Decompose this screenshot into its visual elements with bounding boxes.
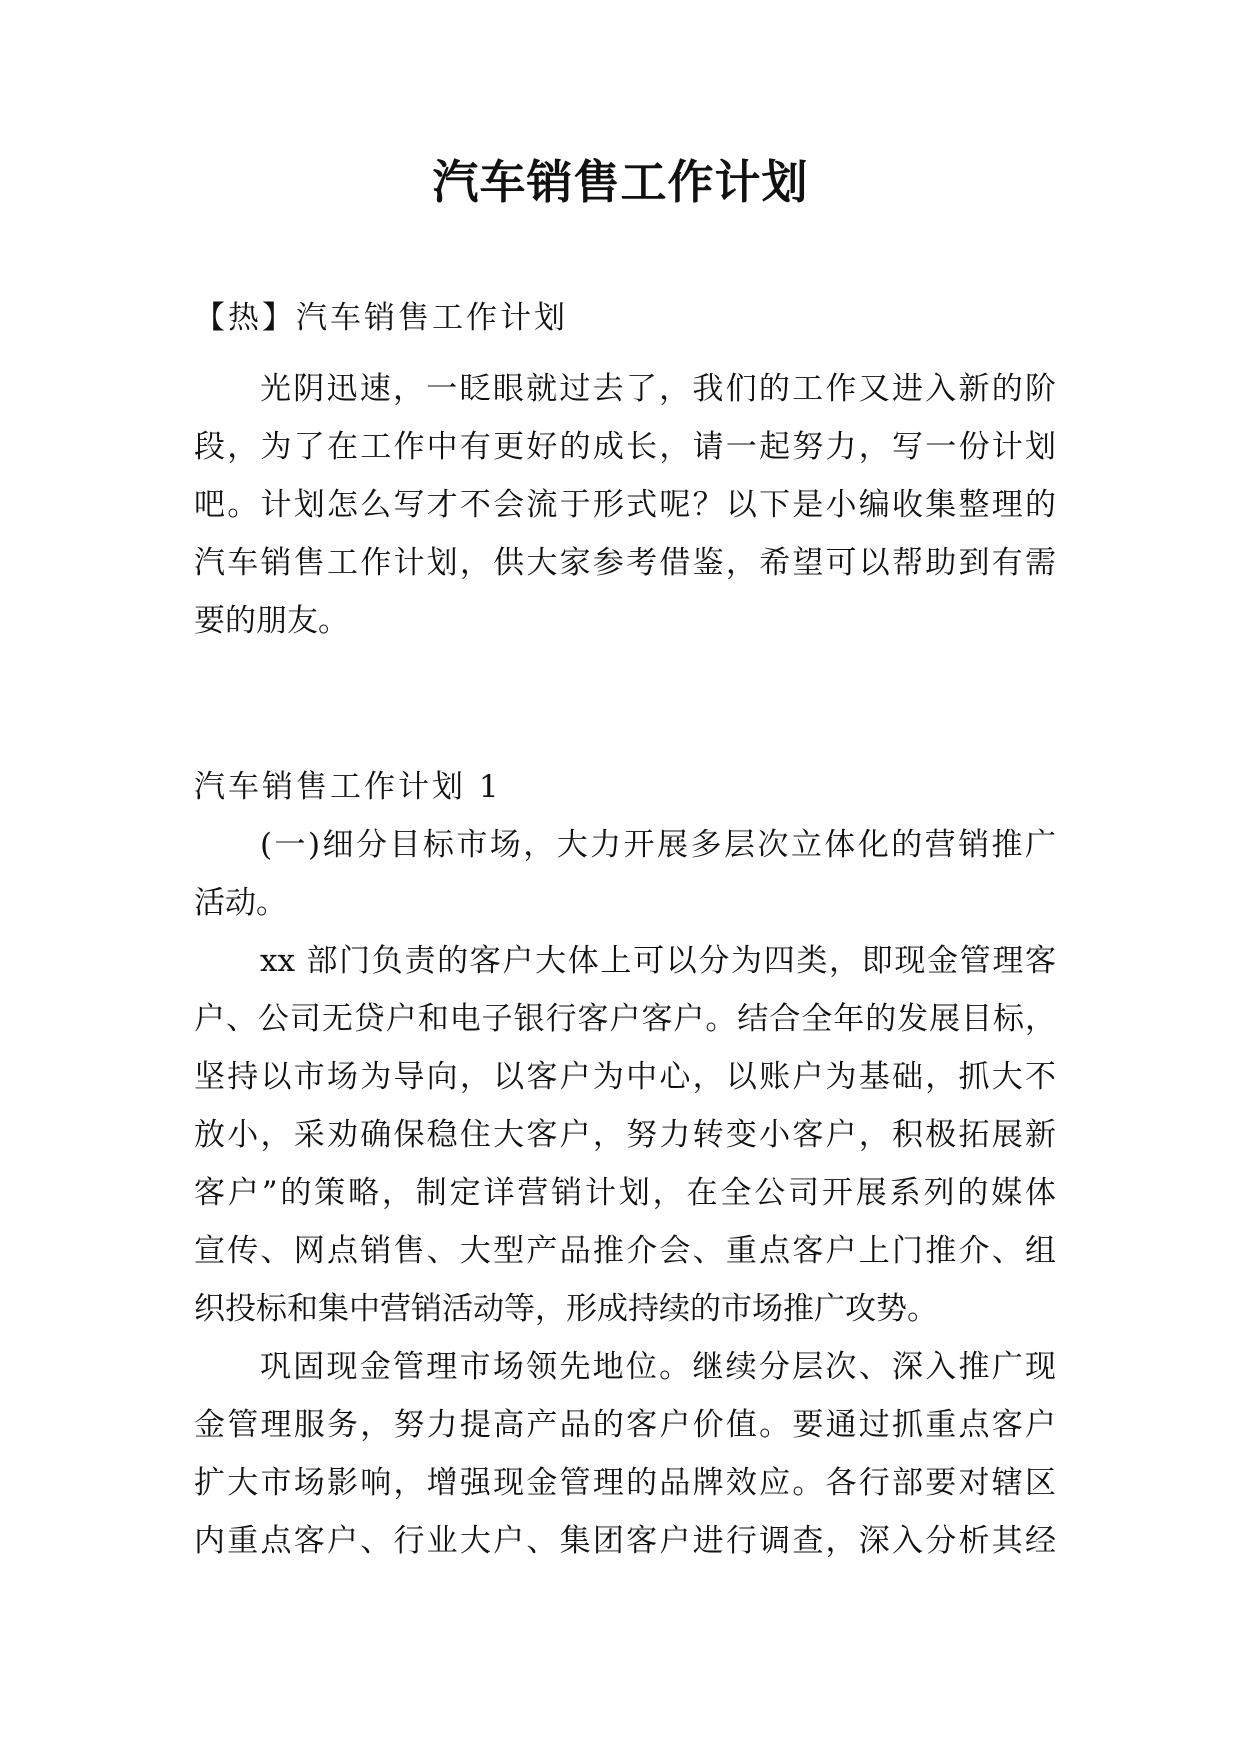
paragraph-line: xx 部门负责的客户大体上可以分为四类，即现金管理客	[260, 943, 1056, 979]
paragraph-line: (一)细分目标市场，大力开展多层次立体化的营销推广	[260, 827, 1056, 863]
section-heading: 汽车销售工作计划 1	[194, 769, 502, 805]
paragraph-line: 光阴迅速，一眨眼就过去了，我们的工作又进入新的阶	[260, 371, 1056, 407]
paragraph-line: 要的朋友。	[194, 603, 349, 639]
paragraph-line: 汽车销售工作计划，供大家参考借鉴，希望可以帮助到有需	[194, 545, 1056, 581]
point-one-paragraph	[194, 816, 1056, 932]
paragraph-line: 吧。计划怎么写才不会流于形式呢？以下是小编收集整理的	[194, 487, 1056, 523]
paragraph-line: 扩大市场影响，增强现金管理的品牌效应。各行部要对辖区	[194, 1465, 1056, 1501]
paragraph-line: 织投标和集中营销活动等，形成持续的市场推广攻势。	[194, 1291, 938, 1327]
paragraph-line: 户、公司无贷户和电子银行客户客户。结合全年的发展目标，	[194, 1001, 1056, 1037]
cash-management-paragraph	[194, 1338, 1056, 1570]
document-title: 汽车销售工作计划	[432, 155, 809, 209]
paragraph-line: 活动。	[194, 885, 287, 921]
intro-paragraph	[194, 360, 1056, 650]
document-subtitle: 【热】汽车销售工作计划	[194, 300, 568, 336]
paragraph-line: 宣传、网点销售、大型产品推介会、重点客户上门推介、组	[194, 1233, 1056, 1269]
paragraph-line: 放小，采劝确保稳住大客户，努力转变小客户，积极拓展新	[194, 1117, 1056, 1153]
paragraph-line: 金管理服务，努力提高产品的客户价值。要通过抓重点客户	[194, 1407, 1056, 1443]
paragraph-line: 巩固现金管理市场领先地位。继续分层次、深入推广现	[260, 1349, 1056, 1385]
paragraph-line: 内重点客户、行业大户、集团客户进行调查，深入分析其经	[194, 1523, 1056, 1559]
paragraph-line: 段，为了在工作中有更好的成长，请一起努力，写一份计划	[194, 429, 1056, 465]
paragraph-line: 坚持以市场为导向，以客户为中心，以账户为基础，抓大不	[194, 1059, 1056, 1095]
customer-strategy-paragraph	[194, 932, 1056, 1338]
paragraph-line: 客户”的策略，制定详营销计划，在全公司开展系列的媒体	[194, 1175, 1056, 1211]
